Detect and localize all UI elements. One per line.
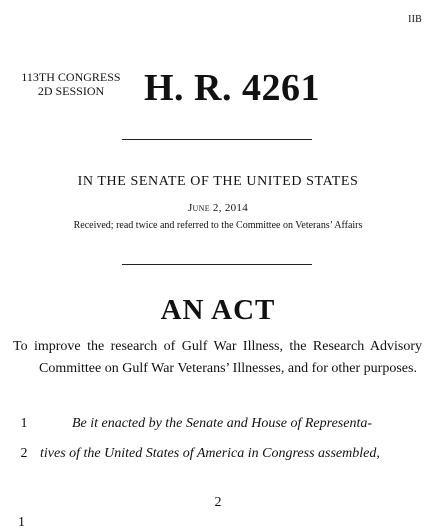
- action-date: June 2, 2014: [187, 202, 249, 214]
- line-number: 1: [20, 416, 28, 431]
- congress-session-block: [12, 70, 130, 98]
- session-label: 2D SESSION: [37, 84, 105, 98]
- line-number: 2: [20, 446, 28, 461]
- congress-label: 113TH CONGRESS: [21, 70, 121, 84]
- chamber-heading: IN THE SENATE OF THE UNITED STATES: [77, 174, 359, 189]
- next-page-line-number: 1: [18, 515, 25, 530]
- official-title-text: To improve the research of Gulf War Illness, the Research Advisory Committee on Gulf War Veterans’ Illnesses, and for other purposes.: [13, 339, 422, 376]
- enacting-clause-text: Be it enacted by the Senate and House of Representa-: [72, 416, 372, 431]
- action-text: Received; read twice and referred to the Committee on Veterans’ Affairs: [73, 220, 363, 231]
- page-number: 2: [214, 495, 222, 510]
- act-heading: AN ACT: [160, 294, 276, 326]
- bill-number: H. R. 4261: [144, 67, 320, 109]
- enacting-clause-text: tives of the United States of America in Congress assembled,: [40, 446, 380, 461]
- bill-version-code: IIB: [408, 14, 422, 25]
- divider-rule-top: [122, 139, 312, 140]
- divider-rule-bottom: [122, 264, 312, 265]
- official-title: [13, 336, 422, 380]
